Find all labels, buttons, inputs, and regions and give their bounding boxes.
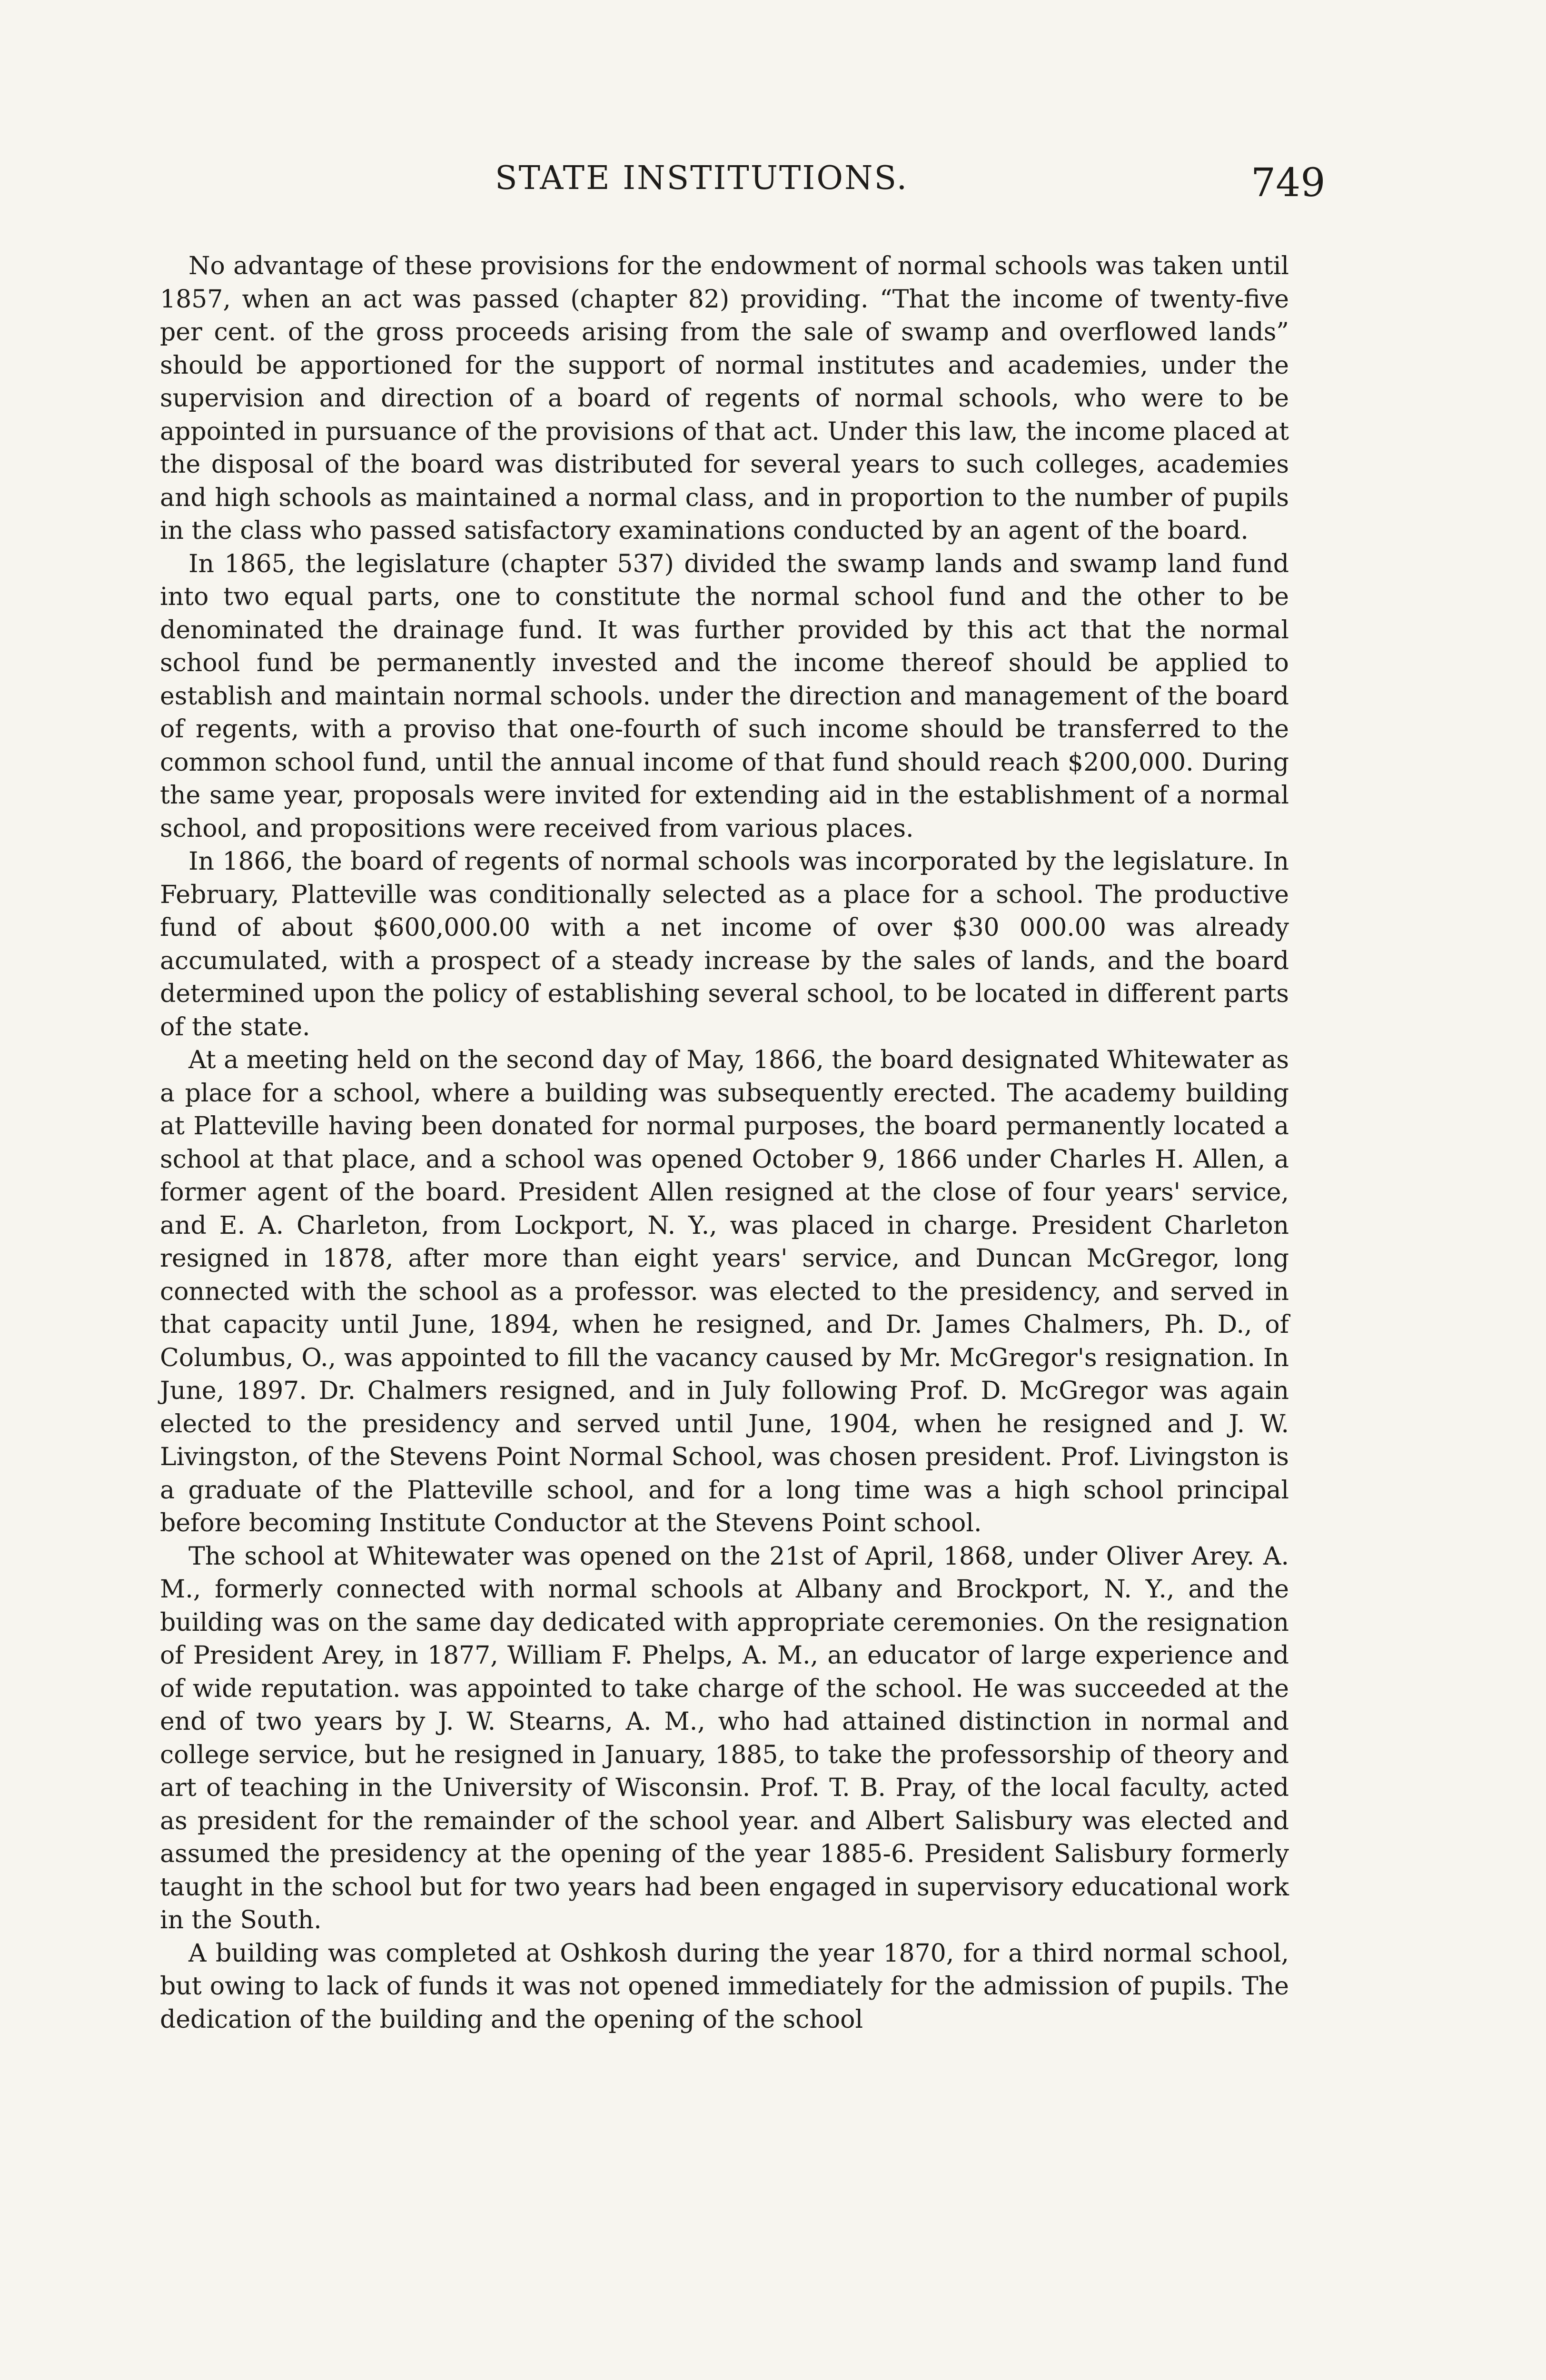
paragraph-oshkosh: A building was completed at Oshkosh during the year 1870, for a third normal school, but owing to lack of funds it was not opened immediately for the admission of pupils. The dedication of the building and the opening of the school: [160, 1939, 1289, 2034]
paragraph-whitewater: The school at Whitewater was opened on the 21st of April, 1868, under Oliver Arey. A. M., formerly connected with normal schools at Albany and Brockport, N. Y., and the building was on the same day dedicated with appropriate ceremonies. On the resignation of President Arey, in 1877, William F. Phelps, A. M., an educator of large experience and of wide reputation. was appointed to take charge of the school. He was succeeded at the end of two years by J. W. Stearns, A. M., who had attained distinction in normal and college service, but he resigned in January, 1885, to take the professorship of theory and art of teaching in the University of Wisconsin. Prof. T. B. Pray, of the local faculty, acted as president for the remainder of the school year. and Albert Salisbury was elected and assumed the presidency at the opening of the year 1885-6. President Salisbury formerly taught in the school but for two years had been engaged in supervisory educational work in the South.: [160, 1542, 1289, 1934]
body-text: [160, 250, 1289, 2036]
paragraph-platteville: At a meeting held on the second day of May, 1866, the board designated Whitewater as a place for a school, where a building was subsequently erected. The academy building at Platteville having been donated for normal purposes, the board permanently located a school at that place, and a school was opened October 9, 1866 under Charles H. Allen, a former agent of the board. President Allen resigned at the close of four years' service, and E. A. Charleton, from Lockport, N. Y., was placed in charge. President Charleton resigned in 1878, after more than eight years' service, and Duncan McGregor, long connected with the school as a professor. was elected to the presidency, and served in that capacity until June, 1894, when he resigned, and Dr. James Chalmers, Ph. D., of Columbus, O., was appointed to fill the vacancy caused by Mr. McGregor's resignation. In June, 1897. Dr. Chalmers resigned, and in July following Prof. D. McGregor was again elected to the presidency and served until June, 1904, when he resigned and J. W. Livingston, of the Stevens Point Normal School, was chosen president. Prof. Livingston is a graduate of the Platteville school, and for a long time was a high school principal before becoming Institute Conductor at the Stevens Point school.: [160, 1046, 1289, 1537]
paragraph-1866-board: In 1866, the board of regents of normal schools was incorporated by the legislature. In February, Platteville was conditionally selected as a place for a school. The productive fund of about $600,000.00 with a net income of over $30 000.00 was already accumulated, with a prospect of a steady increase by the sales of lands, and the board determined upon the policy of establishing several school, to be located in different parts of the state.: [160, 847, 1289, 1041]
paragraph-1865-legislature: In 1865, the legislature (chapter 537) divided the swamp lands and swamp land fund into two equal parts, one to constitute the normal school fund and the other to be denominated the drainage fund. It was further provided by this act that the normal school fund be permanently invested and the income thereof should be applied to establish and maintain normal schools. under the direction and management of the board of regents, with a proviso that one-fourth of such income should be transferred to the common school fund, until the annual income of that fund should reach $200,000. During the same year, proposals were invited for extending aid in the establishment of a normal school, and propositions were received from various places.: [160, 549, 1289, 843]
section-title: STATE INSTITUTIONS.: [495, 159, 909, 197]
page-number: 749: [1251, 160, 1326, 206]
running-head: [0, 157, 1546, 206]
paragraph-endowment: No advantage of these provisions for the endowment of normal schools was taken until 1857, when an act was passed (chapter 82) providing. “That the income of twenty-five per cent. of the gross proceeds arising from the sale of swamp and overflowed lands” should be apportioned for the support of normal institutes and academies, under the supervision and direction of a board of regents of normal schools, who were to be appointed in pursuance of the provisions of that act. Under this law, the income placed at the disposal of the board was distributed for several years to such colleges, academies and high schools as maintained a normal class, and in proportion to the number of pupils in the class who passed satisfactory examinations conducted by an agent of the board.: [160, 252, 1289, 545]
